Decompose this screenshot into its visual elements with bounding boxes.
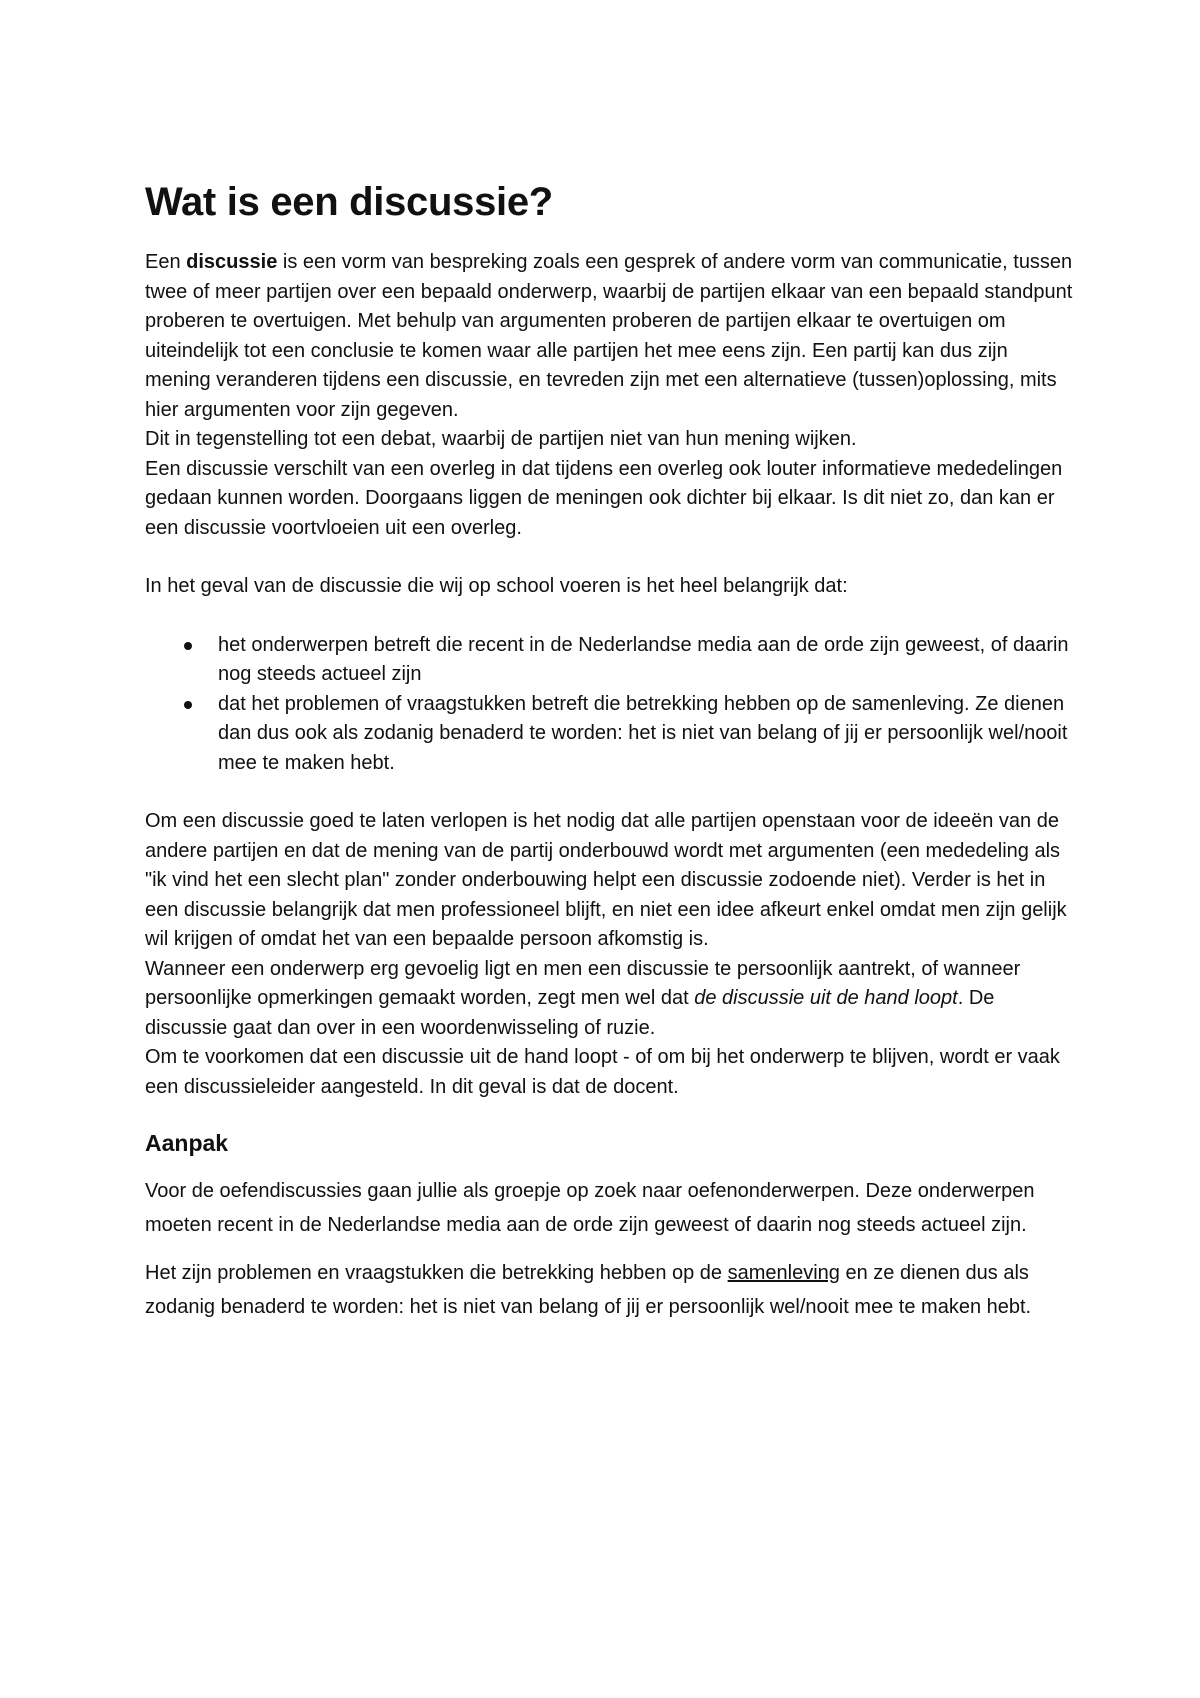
conduct-p2-end: . De discussie gaat dan over in een woordenwisseling of ruzie.: [145, 987, 995, 1039]
conduct-p2-start: Wanneer een onderwerp erg gevoelig ligt en men een discussie te persoonlijk aantrekt, of wanneer persoonlijke opmerkingen gemaakt worden, zegt men wel dat: [145, 957, 1021, 1009]
aanpak-p2-underline: samenleving: [727, 1262, 840, 1284]
aanpak-heading: Aanpak: [145, 1130, 229, 1156]
overleg-paragraph: Een discussie verschilt van een overleg in dat tijdens een overleg ook louter informatieve mededelingen gedaan kunnen worden. Doorgaans liggen de meningen ook dichter bij elkaar. Is dit niet zo, dan kan er een discussie voortvloeien uit een overleg.: [145, 457, 1063, 539]
intro-rest: is een vorm van bespreking zoals een gesprek of andere vorm van communicatie, tussen twee of meer partijen over een bepaald onderwerp, waarbij de partijen elkaar van een bepaald standpunt proberen te overtuigen. Met behulp van argumenten proberen de partijen elkaar te overtuigen om uiteindelijk tot een conclusie te komen waar alle partijen het mee eens zijn. Een partij kan dus zijn mening veranderen tijdens een discussie, en tevreden zijn met een alternatieve (tussen)oplossing, mits hier argumenten voor zijn gegeven.: [145, 251, 1073, 421]
bullet-text: dat het problemen of vraagstukken betreft die betrekking hebben op de samenleving. Ze dienen dan dus ook als zodanig benaderd te worden: het is niet van belang of jij er persoonlijk wel/nooit mee te maken hebt.: [218, 692, 1068, 774]
aanpak-paragraph-2: [145, 1256, 1075, 1324]
list-item: [145, 690, 1075, 779]
intro-paragraph: [145, 248, 1075, 425]
conduct-p2-italic: de discussie uit de hand loopt: [694, 987, 958, 1009]
bullet-icon: [184, 701, 192, 709]
conduct-section: [145, 807, 1075, 1102]
aanpak-paragraph-1: Voor de oefendiscussies gaan jullie als groepje op zoek naar oefenonderwerpen. Deze onderwerpen moeten recent in de Nederlandse media aan de orde zijn geweest of daarin nog steeds actueel zijn.: [145, 1180, 1035, 1236]
intro-section: [145, 248, 1075, 543]
bullet-text: het onderwerpen betreft die recent in de Nederlandse media aan de orde zijn geweest, of daarin nog steeds actueel zijn: [218, 633, 1069, 685]
conduct-paragraph-1: Om een discussie goed te laten verlopen is het nodig dat alle partijen openstaan voor de ideeën van de andere partijen en dat de mening van de partij onderbouwd wordt met argumenten (een mededeling als "ik vind het een slecht plan" zonder onderbouwing helpt een discussie zodoende niet). Verder is het in een discussie belangrijk dat men professioneel blijft, en niet een idee afkeurt enkel omdat men zijn gelijk wil krijgen of omdat het van een bepaalde persoon afkomstig is.: [145, 810, 1067, 950]
page-title: Wat is een discussie?: [145, 180, 553, 224]
conduct-paragraph-2: [145, 955, 1075, 1044]
bullet-icon: [184, 642, 192, 650]
intro-lead: Een: [145, 251, 187, 273]
conduct-paragraph-3: Om te voorkomen dat een discussie uit de hand loopt - of om bij het onderwerp te blijven, wordt er vaak een discussieleider aangesteld. In dit geval is dat de docent.: [145, 1046, 1060, 1098]
debate-paragraph: Dit in tegenstelling tot een debat, waarbij de partijen niet van hun mening wijken.: [145, 428, 857, 450]
bullet-list: [145, 631, 1075, 779]
document-page: [145, 178, 1075, 1324]
school-intro: In het geval van de discussie die wij op school voeren is het heel belangrijk dat:: [145, 575, 848, 597]
aanpak-p2-end: en ze dienen dus als zodanig benaderd te worden: het is niet van belang of jij er persoonlijk wel/nooit mee te maken hebt.: [145, 1262, 1032, 1318]
list-item: [145, 631, 1075, 690]
aanpak-p2-start: Het zijn problemen en vraagstukken die betrekking hebben op de: [145, 1262, 728, 1284]
intro-term: discussie: [186, 251, 278, 273]
